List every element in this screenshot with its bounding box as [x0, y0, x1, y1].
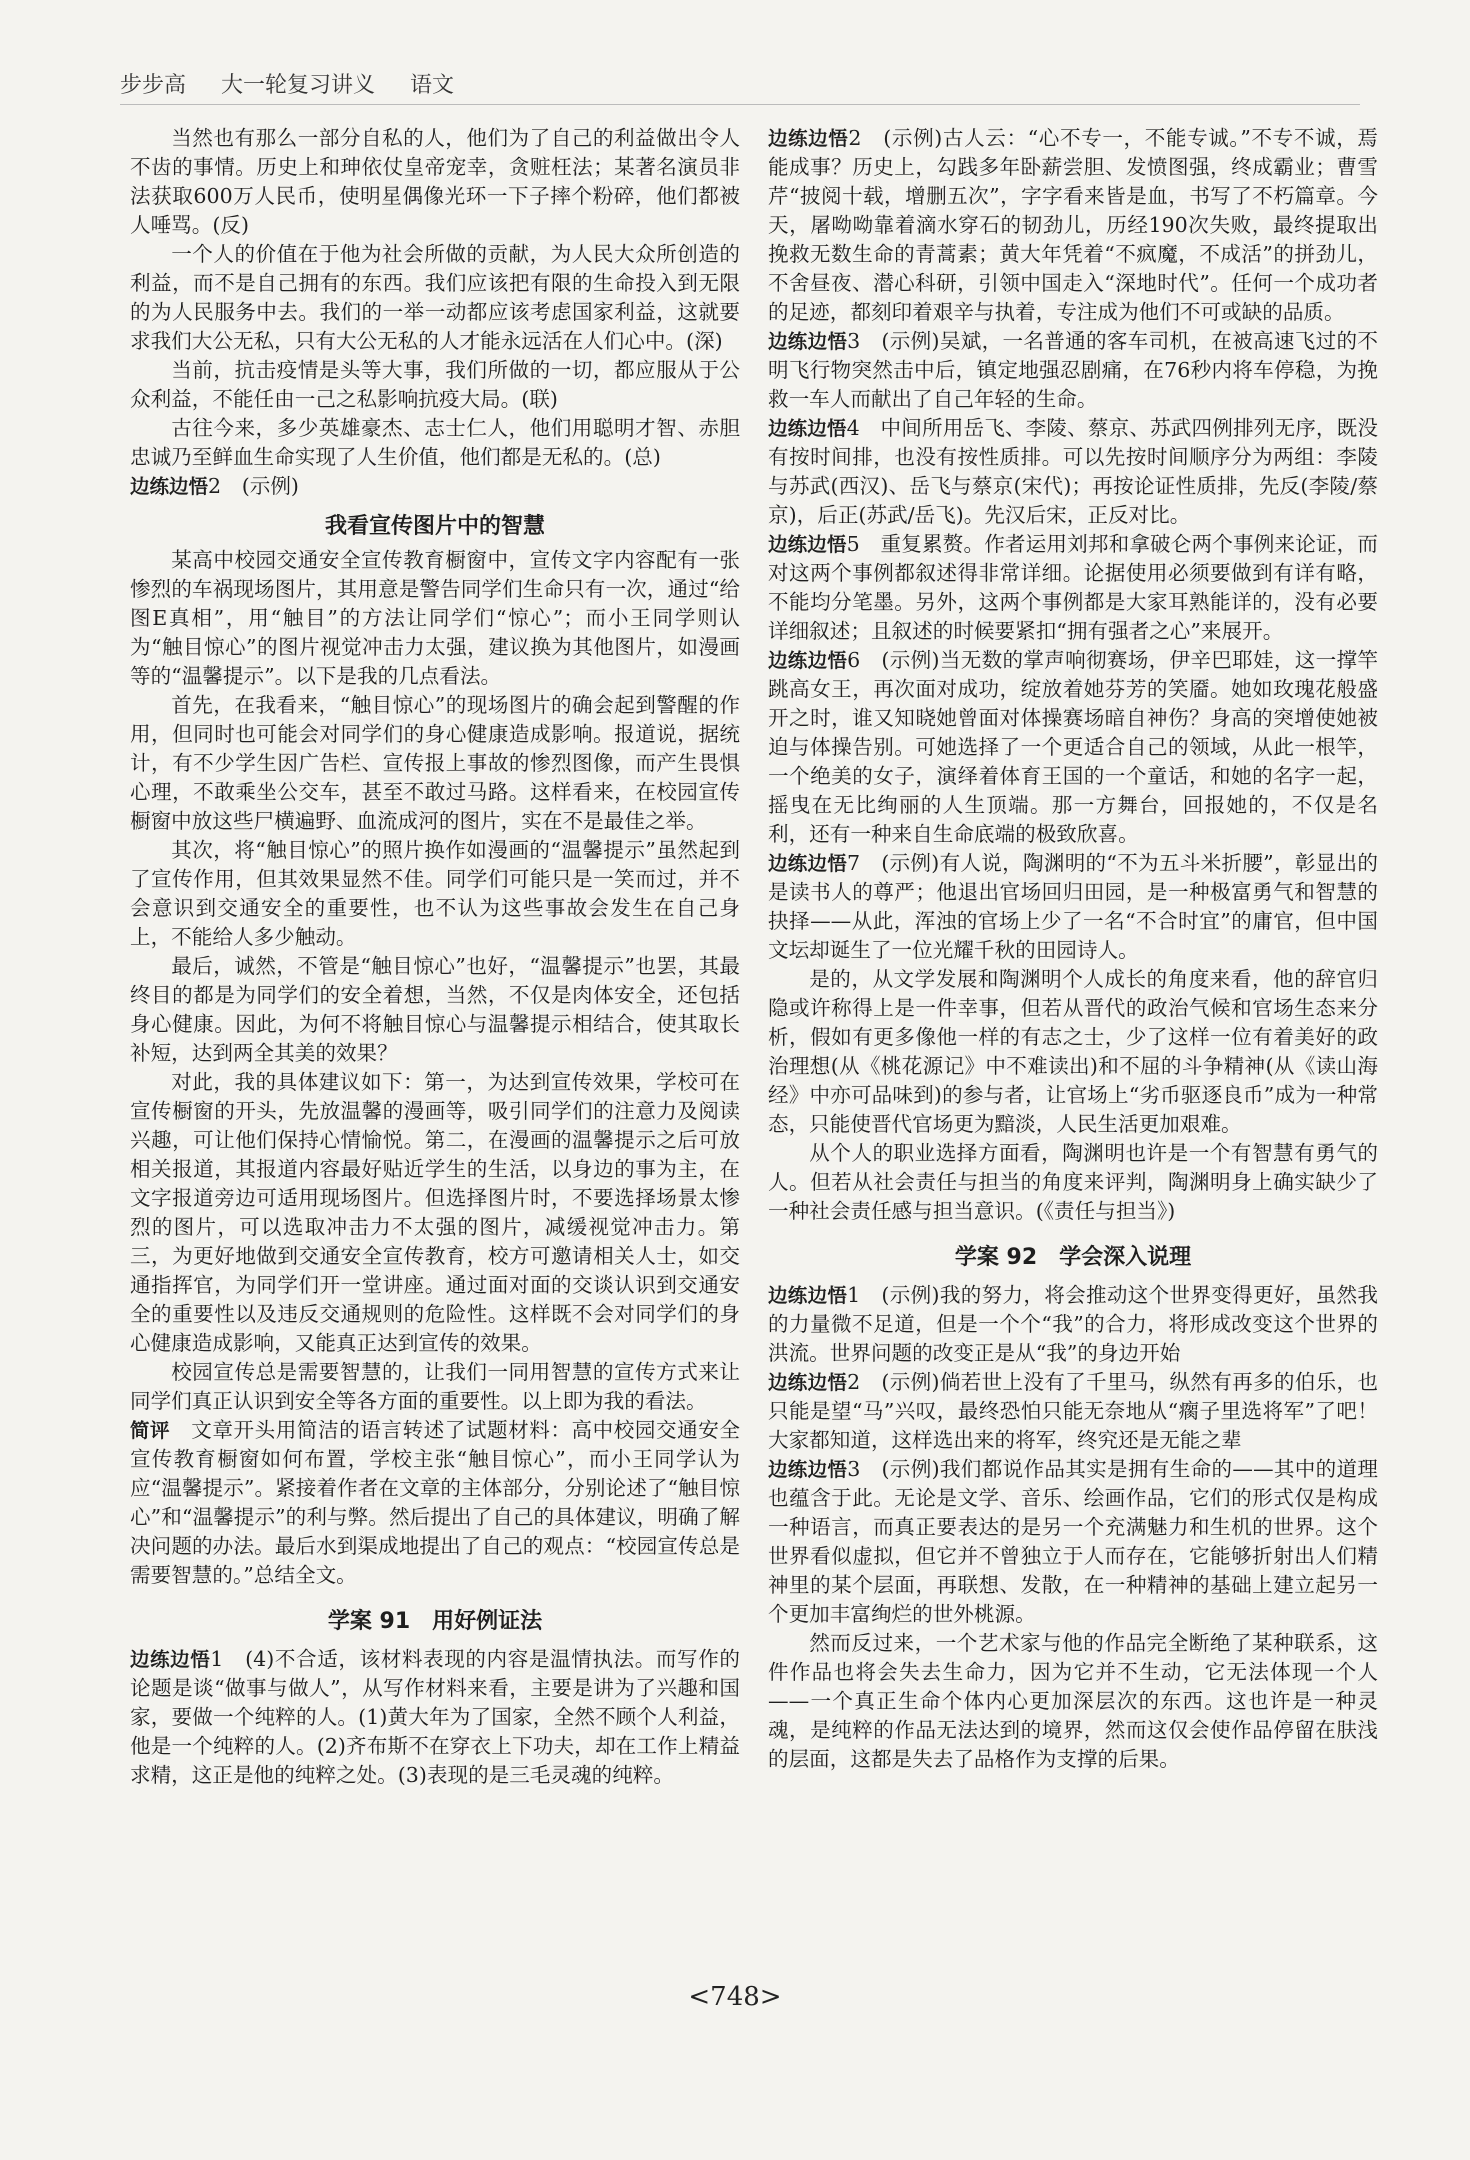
left-paragraph: 当前，抗击疫情是头等大事，我们所做的一切，都应服从于公众利益，不能任由一己之私影响抗疫大局。(联) [130, 358, 740, 411]
exercise-4 [768, 414, 1378, 530]
exercise-7-paragraph: 从个人的职业选择方面看，陶渊明也许是一个有智慧有勇气的人。但若从社会责任与担当的角度来评判，陶渊明身上确实缺少了一种社会责任感与担当意识。(《责任与担当》) [768, 1141, 1378, 1223]
exercise-text: 3 (示例)我们都说作品其实是拥有生命的——其中的道理也蕴含于此。无论是文学、音乐、绘画作品，它们的形式仅是构成一种语言，而真正要表达的是另一个充满魅力和生机的世界。这个世界看似虚拟，但它并不曾独立于人而存在，它能够折射出人们精神里的某个层面，再联想、发散，在一种精神的基础上建立起另一个更加丰富绚烂的世外桃源。 [768, 1457, 1378, 1626]
header-subject: 语文 [410, 73, 455, 98]
case-92-exercise-3 [768, 1455, 1378, 1629]
left-paragraph: 古往今来，多少英雄豪杰、志士仁人，他们用聪明才智、赤胆忠诚乃至鲜血生命实现了人生价值，他们都是无私的。(总) [130, 416, 740, 469]
exercise-text: 4 中间所用岳飞、李陵、蔡京、苏武四例排列无序，既没有按时间排，也没有按性质排。可以先按时间顺序分为两组：李陵与苏武(西汉)、岳飞与蔡京(宋代)；再按论证性质排，先反(李陵/蔡京)，后正(苏武/岳飞)。先汉后宋，正反对比。 [768, 416, 1378, 527]
left-column [130, 124, 740, 1974]
exercise-5 [768, 530, 1378, 646]
left-paragraph: 当然也有那么一部分自私的人，他们为了自己的利益做出令人不齿的事情。历史上和珅依仗皇帝宠幸，贪赃枉法；某著名演员非法获取600万人民币，使明星偶像光环一下子摔个粉碎，他们都被人唾骂。(反) [130, 126, 740, 237]
page-number: <748> [688, 1982, 782, 2012]
exercise-label: 边练边悟 [768, 649, 848, 672]
exercise-label: 边练边悟 [768, 1284, 848, 1307]
exercise-text: 2 (示例)古人云：“心不专一，不能专诚。”不专不诚，焉能成事？历史上，勾践多年卧薪尝胆、发愤图强，终成霸业；曹雪芹“披阅十载，增删五次”，字字看来皆是血，书写了不朽篇章。今天，屠呦呦靠着滴水穿石的韧劲儿，历经190次失败，最终提取出挽救无数生命的青蒿素；黄大年凭着“不疯魔，不成活”的拼劲儿，不舍昼夜、潜心科研，引领中国走入“深地时代”。任何一个成功者的足迹，都刻印着艰辛与执着，专注成为他们不可或缺的品质。 [768, 126, 1378, 324]
comment-text: 文章开头用简洁的语言转述了试题材料：高中校园交通安全宣传教育橱窗如何布置，学校主张“触目惊心”，而小王同学认为应“温馨提示”。紧接着作者在文章的主体部分，分别论述了“触目惊心”和“温馨提示”的利与弊。然后提出了自己的具体建议，明确了解决问题的办法。最后水到渠成地提出了自己的观点：“校园宣传总是需要智慧的。”总结全文。 [130, 1418, 740, 1587]
exercise-text: 3 (示例)吴斌，一名普通的客车司机，在被高速飞过的不明飞行物突然击中后，镇定地强忍剧痛，在76秒内将车停稳，为挽救一车人而献出了自己年轻的生命。 [768, 329, 1378, 411]
case-91-exercise-1 [130, 1645, 740, 1790]
essay-paragraph: 最后，诚然，不管是“触目惊心”也好，“温馨提示”也罢，其最终目的都是为同学们的安全着想，当然，不仅是肉体安全，还包括身心健康。因此，为何不将触目惊心与温馨提示相结合，使其取长补短，达到两全其美的效果？ [130, 954, 740, 1065]
essay-paragraph: 首先，在我看来，“触目惊心”的现场图片的确会起到警醒的作用，但同时也可能会对同学们的身心健康造成影响。报道说，据统计，有不少学生因广告栏、宣传报上事故的惨烈图像，而产生畏惧心理，不敢乘坐公交车，甚至不敢过马路。这样看来，在校园宣传橱窗中放这些尸横遍野、血流成河的图片，实在不是最佳之举。 [130, 693, 740, 833]
case-91-title: 学案 91 用好例证法 [327, 1609, 543, 1634]
comment-paragraph [130, 1416, 740, 1590]
comment-label: 简评 [130, 1419, 171, 1442]
case-92-exercise-3-paragraph: 然而反过来，一个艺术家与他的作品完全断绝了某种联系，这件作品也将会失去生命力，因为它并不生动，它无法体现一个人——一个真正生命个体内心更加深层次的东西。这也许是一种灵魂，是纯粹的作品无法达到的境界，然而这仅会使作品停留在肤浅的层面，这都是失去了品格作为支撑的后果。 [768, 1631, 1378, 1771]
exercise-label: 边练边悟 [768, 852, 848, 875]
essay-paragraph: 校园宣传总是需要智慧的，让我们一同用智慧的宣传方式来让同学们真正认识到安全等各方面的重要性。以上即为我的看法。 [130, 1360, 740, 1413]
case-92-title: 学案 92 学会深入说理 [954, 1245, 1192, 1270]
exercise-text: 5 重复累赘。作者运用刘邦和拿破仑两个事例来论证，而对这两个事例都叙述得非常详细。论据使用必须要做到有详有略，不能均分笔墨。另外，这两个事例都是大家耳熟能详的，没有必要详细叙述；且叙述的时候要紧扣“拥有强者之心”来展开。 [768, 532, 1378, 643]
left-paragraph: 一个人的价值在于他为社会所做的贡献，为人民大众所创造的利益，而不是自己拥有的东西。我们应该把有限的生命投入到无限的为人民服务中去。我们的一举一动都应该考虑国家利益，这就要求我们大公无私，只有大公无私的人才能永远活在人们心中。(深) [130, 242, 740, 353]
exercise-2 [768, 124, 1378, 327]
exercise-text: 2 (示例)倘若世上没有了千里马，纵然有再多的伯乐，也只能是望“马”兴叹，最终恐怕只能无奈地从“瘸子里选将军”了吧！大家都知道，这样选出来的将军，终究还是无能之辈 [768, 1370, 1378, 1452]
exercise-label: 边练边悟 [768, 1371, 848, 1394]
essay-paragraph: 对此，我的具体建议如下：第一，为达到宣传效果，学校可在宣传橱窗的开头，先放温馨的漫画等，吸引同学们的注意力及阅读兴趣，可让他们保持心情愉悦。第二，在漫画的温馨提示之后可放相关报道，其报道内容最好贴近学生的生活，以身边的事为主，在文字报道旁边可适用现场图片。但选择图片时，不要选择场景太惨烈的图片，可以选取冲击力不太强的图片，减缓视觉冲击力。第三，为更好地做到交通安全宣传教育，校方可邀请相关人士，如交通指挥官，为同学们开一堂讲座。通过面对面的交谈认识到交通安全的重要性以及违反交通规则的危险性。这样既不会对同学们的身心健康造成影响，又能真正达到宣传的效果。 [130, 1070, 740, 1355]
exercise-7-paragraph: 是的，从文学发展和陶渊明个人成长的角度来看，他的辞官归隐或许称得上是一件幸事，但若从晋代的政治气候和官场生态来分析，假如有更多像他一样的有志之士，少了这样一位有着美好的政治理想(从《桃花源记》中不难读出)和不屈的斗争精神(从《读山海经》中亦可品味到)的参与者，让官场上“劣币驱逐良币”成为一种常态，只能使晋代官场更为黯淡，人民生活更加艰难。 [768, 967, 1378, 1136]
right-column [768, 124, 1378, 1974]
header-book: 大一轮复习讲义 [221, 73, 376, 98]
case-92-exercise-1 [768, 1281, 1378, 1368]
exercise-6 [768, 646, 1378, 849]
exercise-label: 边练边悟 [130, 475, 209, 498]
page-header [120, 68, 1360, 105]
exercise-3 [768, 327, 1378, 414]
exercise-text: 1 (4)不合适，该材料表现的内容是温情执法。而写作的论题是谈“做事与做人”，从写作材料来看，主要是讲为了兴趣和国家，要做一个纯粹的人。(1)黄大年为了国家，全然不顾个人利益，他是一个纯粹的人。(2)齐布斯不在穿衣上下功夫，却在工作上精益求精，这正是他的纯粹之处。(3)表现的是三毛灵魂的纯粹。 [130, 1647, 740, 1787]
essay-paragraph: 某高中校园交通安全宣传教育橱窗中，宣传文字内容配有一张惨烈的车祸现场图片，其用意是警告同学们生命只有一次，通过“给图E真相”，用“触目”的方法让同学们“惊心”；而小王同学则认为“触目惊心”的图片视觉冲击力太强，建议换为其他图片，如漫画等的“温馨提示”。以下是我的几点看法。 [130, 548, 740, 688]
essay-title: 我看宣传图片中的智慧 [324, 514, 545, 539]
exercise-label: 边练边悟 [130, 1648, 211, 1671]
exercise-label: 边练边悟 [768, 533, 847, 556]
header-brand: 步步高 [120, 73, 187, 98]
exercise-label: 边练边悟 [768, 127, 849, 150]
case-92-exercise-2 [768, 1368, 1378, 1455]
exercise-text: 6 (示例)当无数的掌声响彻赛场，伊辛巴耶娃，这一撑竿跳高女王，再次面对成功，绽放着她芬芳的笑靥。她如玫瑰花般盛开之时，谁又知晓她曾面对体操赛场暗自神伤？身高的突增使她被迫与体操告别。可她选择了一个更适合自己的领域，从此一根竿，一个绝美的女子，演绎着体育王国的一个童话，和她的名字一起，摇曳在无比绚丽的人生顶端。那一方舞台，回报她的，不仅是名利，还有一种来自生命底端的极致欣喜。 [768, 648, 1378, 846]
exercise-2-heading [130, 472, 740, 501]
essay-paragraph: 其次，将“触目惊心”的照片换作如漫画的“温馨提示”虽然起到了宣传作用，但其效果显然不佳。同学们可能只是一笑而过，并不会意识到交通安全的重要性，也不认为这些事故会发生在自己身上，不能给人多少触动。 [130, 838, 740, 949]
exercise-label: 边练边悟 [768, 417, 847, 440]
exercise-label: 边练边悟 [768, 330, 848, 353]
exercise-number: 2 (示例) [208, 474, 299, 498]
exercise-text: 1 (示例)我的努力，将会推动这个世界变得更好，虽然我的力量微不足道，但是一个个“我”的合力，将形成改变这个世界的洪流。世界问题的改变正是从“我”的身边开始 [768, 1283, 1378, 1365]
exercise-7 [768, 849, 1378, 965]
exercise-label: 边练边悟 [768, 1458, 848, 1481]
exercise-text: 7 (示例)有人说，陶渊明的“不为五斗米折腰”，彰显出的是读书人的尊严；他退出官场回归田园，是一种极富勇气和智慧的抉择——从此，浑浊的官场上少了一名“不合时宜”的庸官，但中国文坛却诞生了一位光耀千秋的田园诗人。 [768, 851, 1378, 962]
